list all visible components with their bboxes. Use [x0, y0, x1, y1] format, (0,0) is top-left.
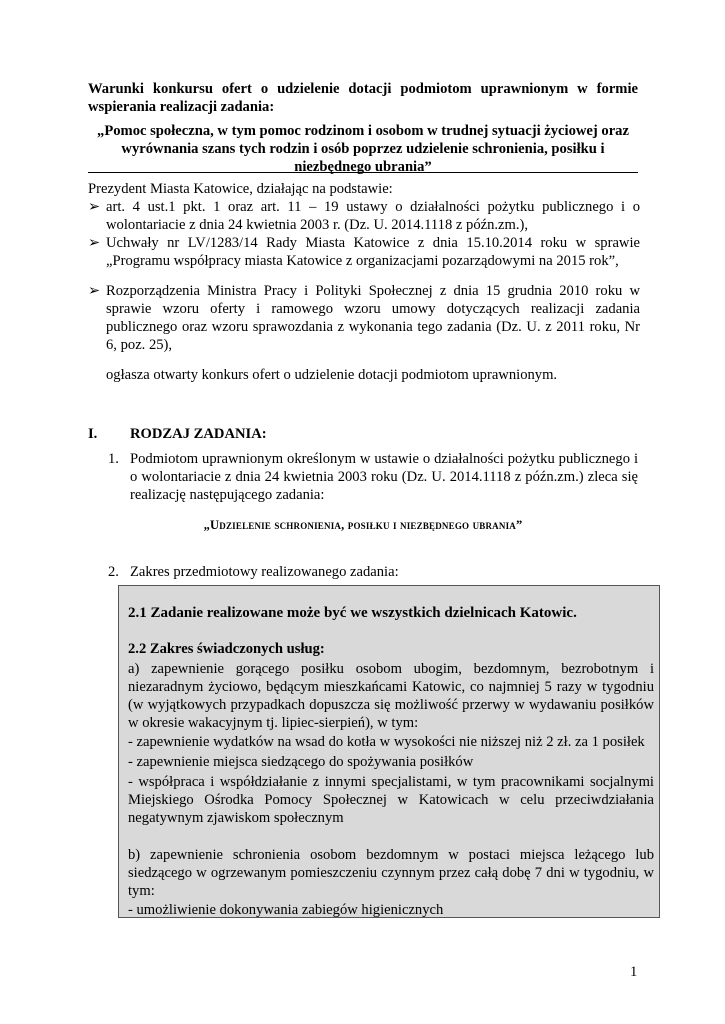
box-paragraph-b: b) zapewnienie schronienia osobom bezdomnym w postaci miejsca leżącego lub siedzącego w ogrzewanym pomieszczeniu czynnym przez całą dobę 7 dni w tygodniu, w tym: [128, 847, 654, 899]
arrow-bullet-icon: ➢ [88, 235, 101, 251]
document-title: Warunki konkursu ofert o udzielenie dotacji podmiotom uprawnionym w formie wspierania realizacji zadania: [88, 81, 638, 115]
item-number: 1. [108, 451, 119, 467]
box-line-a1: - zapewnienie wydatków na wsad do kotła w wysokości nie niższej niż 2 zł. za 1 posiłek [128, 734, 645, 750]
box-line-a2: - zapewnienie miejsca siedzącego do spożywania posiłków [128, 754, 474, 770]
divider-line [88, 172, 638, 173]
announcement: ogłasza otwarty konkurs ofert o udzielenie dotacji podmiotom uprawnionym. [106, 367, 558, 383]
basis-list-item [88, 282, 640, 354]
basis-intro: Prezydent Miasta Katowice, działając na podstawie: [88, 181, 393, 197]
box-line-b1: - umożliwienie dokonywania zabiegów higienicznych [128, 902, 444, 918]
basis-item-text: Uchwały nr LV/1283/14 Rady Miasta Katowice z dnia 15.10.2014 roku w sprawie „Programu współpracy miasta Katowice z organizacjami pozarządowymi na 2015 rok”, [106, 235, 640, 269]
box-paragraph-a: a) zapewnienie gorącego posiłku osobom ubogim, bezdomnym, bezrobotnym i niezaradnym życiowo, będącym mieszkańcami Katowic, co najmniej 5 razy w tygodniu (w wyjątkowych przypadkach dopuszcza się możliwość przerwy w wydawaniu posiłków w okresie wakacyjnym tj. lipiec-sierpień), w tym: [128, 661, 654, 731]
basis-list-item [88, 198, 640, 234]
box-heading-2-2: 2.2 Zakres świadczonych usług: [128, 641, 325, 657]
basis-item-text: Rozporządzenia Ministra Pracy i Polityki Społecznej z dnia 15 grudnia 2010 roku w sprawie wzoru oferty i ramowego wzoru umowy dotyczących realizacji zadania publicznego oraz wzoru sprawozdania z wykonania tego zadania (Dz. U. z 2011 roku, Nr 6, poz. 25), [106, 283, 640, 353]
section-item-1 [108, 450, 638, 504]
basis-list-item [88, 234, 640, 270]
box-line-a3: - współpraca i współdziałanie z innymi specjalistami, w tym pracownikami socjalnymi Miejskiego Ośrodka Pomocy Społecznej w Katowicach w celu przeciwdziałania negatywnym zjawiskom społecznym [128, 774, 654, 826]
arrow-bullet-icon: ➢ [88, 199, 101, 215]
section-item-2 [108, 563, 638, 581]
task-title: „Pomoc społeczna, w tym pomoc rodzinom i osobom w trudnej sytuacji życiowej oraz wyrównania szans tych rodzin i osób poprzez udzielenie schronienia, posiłku i niezbędnego ubrania” [97, 123, 629, 175]
item-number: 2. [108, 564, 119, 580]
task-name: „Udzielenie schronienia, posiłku i niezbędnego ubrania” [203, 518, 523, 532]
section-title: RODZAJ ZADANIA: [130, 426, 267, 442]
item-text: Podmiotom uprawnionym określonym w ustawie o działalności pożytku publicznego i o wolontariacie z dnia 24 kwietnia 2003 roku (Dz. U. 2014.1118 z późn.zm.) zleca się realizację następującego zadania: [130, 451, 638, 503]
box-heading-2-1: 2.1 Zadanie realizowane może być we wszystkich dzielnicach Katowic. [128, 605, 577, 621]
arrow-bullet-icon: ➢ [88, 283, 101, 299]
page-number: 1 [630, 964, 638, 980]
section-number: I. [88, 426, 98, 442]
basis-item-text: art. 4 ust.1 pkt. 1 oraz art. 11 – 19 ustawy o działalności pożytku publicznego i o wolontariacie z dnia 24 kwietnia 2003 r. (Dz. U. 2014.1118 z późn.zm.), [106, 199, 640, 233]
item-text: Zakres przedmiotowy realizowanego zadania: [130, 564, 399, 580]
